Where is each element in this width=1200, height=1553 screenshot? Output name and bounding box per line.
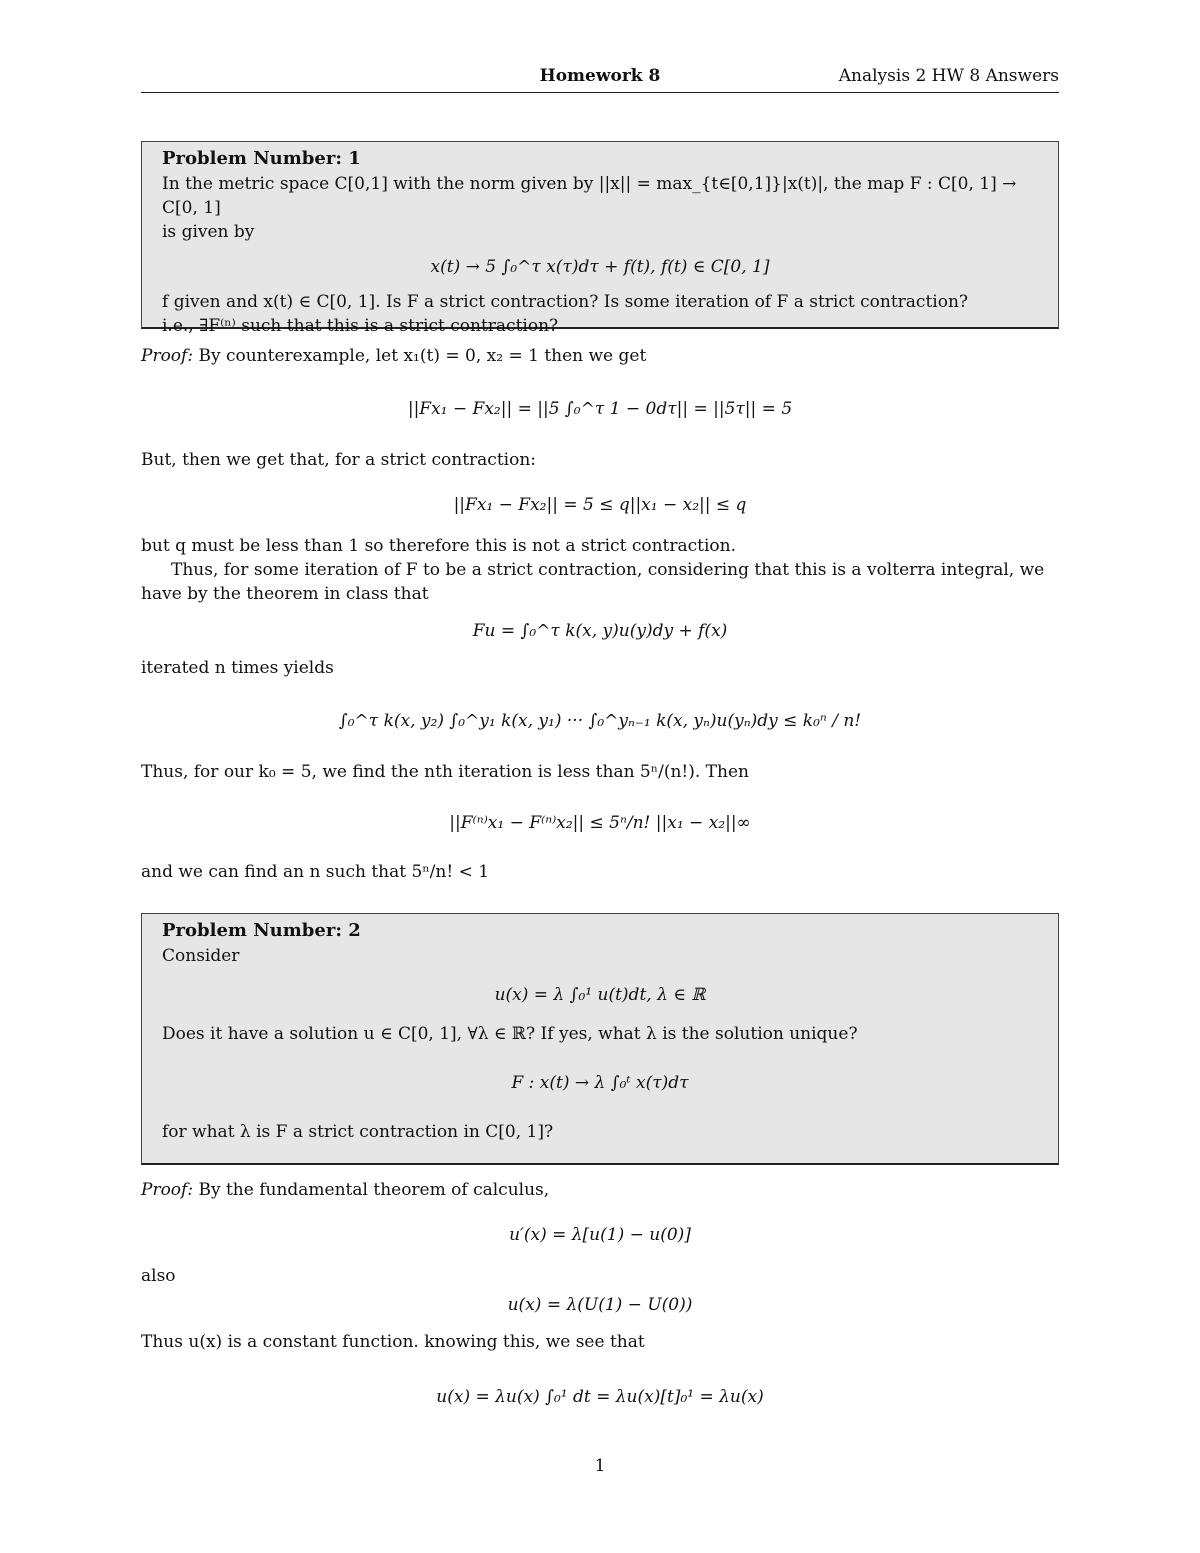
problem-2-statement-line-2: Does it have a solution u ∈ C[0, 1], ∀λ ∈ ℝ? If yes, what λ is the solution unique? xyxy=(162,1024,858,1044)
proof-1-text-2: But, then we get that, for a strict contraction: xyxy=(141,450,536,470)
proof-1-equation-4: ∫₀^τ k(x, y₂) ∫₀^y₁ k(x, y₁) ··· ∫₀^yₙ₋₁ k(x, yₙ)u(yₙ)dy ≤ k₀ⁿ / n! xyxy=(338,711,862,731)
page-number: 1 xyxy=(594,1456,606,1476)
problem-2-equation-1: u(x) = λ ∫₀¹ u(t)dt, λ ∈ ℝ xyxy=(494,985,706,1005)
proof-2-equation-3: u(x) = λu(x) ∫₀¹ dt = λu(x)[t]₀¹ = λu(x) xyxy=(436,1387,764,1407)
proof-1-label: Proof: xyxy=(141,346,194,366)
proof-1-text-6: Thus, for our k₀ = 5, we find the nth iteration is less than 5ⁿ/(n!). Then xyxy=(141,762,749,782)
proof-1-equation-5: ||F⁽ⁿ⁾x₁ − F⁽ⁿ⁾x₂|| ≤ 5ⁿ/n! ||x₁ − x₂||∞ xyxy=(449,813,751,833)
problem-2-box xyxy=(141,913,1059,1165)
proof-2-equation-1: u′(x) = λ[u(1) − u(0)] xyxy=(509,1225,691,1245)
proof-1-text-4a: Thus, for some iteration of F to be a strict contraction, considering that this is a volterra integral, we xyxy=(171,560,1045,580)
proof-1-equation-3: Fu = ∫₀^τ k(x, y)u(y)dy + f(x) xyxy=(472,621,728,641)
proof-2-intro xyxy=(141,1178,1059,1202)
proof-1-text-1: By counterexample, let x₁(t) = 0, x₂ = 1 then we get xyxy=(198,346,647,366)
proof-1-text-7: and we can find an n such that 5ⁿ/n! < 1 xyxy=(141,862,490,882)
problem-1-statement-line-2: is given by xyxy=(162,222,255,242)
proof-2-equation-2: u(x) = λ(U(1) − U(0)) xyxy=(507,1295,693,1315)
problem-2-title: Problem Number: 2 xyxy=(162,920,361,941)
problem-1-equation: x(t) → 5 ∫₀^τ x(τ)dτ + f(t), f(t) ∈ C[0, 1] xyxy=(430,257,770,277)
proof-1-equation-1: ||Fx₁ − Fx₂|| = ||5 ∫₀^τ 1 − 0dτ|| = ||5τ|| = 5 xyxy=(407,399,793,419)
proof-1-text-5: iterated n times yields xyxy=(141,658,334,678)
problem-1-title: Problem Number: 1 xyxy=(162,148,361,169)
proof-2-text-1: By the fundamental theorem of calculus, xyxy=(198,1180,550,1200)
problem-1-statement-line-3: f given and x(t) ∈ C[0, 1]. Is F a strict contraction? Is some iteration of F a strict contraction? xyxy=(162,292,969,312)
proof-1-equation-2: ||Fx₁ − Fx₂|| = 5 ≤ q||x₁ − x₂|| ≤ q xyxy=(453,495,747,515)
page-header xyxy=(141,66,1059,93)
problem-1-box xyxy=(141,141,1059,336)
proof-2 xyxy=(141,1178,1059,1420)
proof-2-text-2: also xyxy=(141,1266,176,1286)
problem-1-statement-line-4: i.e., ∃F⁽ⁿ⁾ such that this is a strict contraction? xyxy=(162,316,559,336)
proof-1-intro xyxy=(141,344,1059,368)
problem-2-statement-line-3: for what λ is F a strict contraction in C[0, 1]? xyxy=(162,1122,554,1142)
proof-1 xyxy=(141,344,1059,884)
proof-2-text-3: Thus u(x) is a constant function. knowing this, we see that xyxy=(141,1332,645,1352)
problem-1-statement-line-1: In the metric space C[0,1] with the norm given by ||x|| = max_{t∈[0,1]}|x(t)|, the map F : C[0, 1] → C[0, 1] xyxy=(162,174,1017,218)
proof-2-label: Proof: xyxy=(141,1180,194,1200)
header-course: Analysis 2 HW 8 Answers xyxy=(838,66,1059,86)
proof-1-text-3: but q must be less than 1 so therefore this is not a strict contraction. xyxy=(141,536,736,556)
header-title: Homework 8 xyxy=(539,66,661,86)
problem-2-equation-2: F : x(t) → λ ∫₀ᵗ x(τ)dτ xyxy=(511,1073,689,1093)
problem-2-statement-line-1: Consider xyxy=(162,946,240,966)
proof-1-text-4b: have by the theorem in class that xyxy=(141,584,429,604)
